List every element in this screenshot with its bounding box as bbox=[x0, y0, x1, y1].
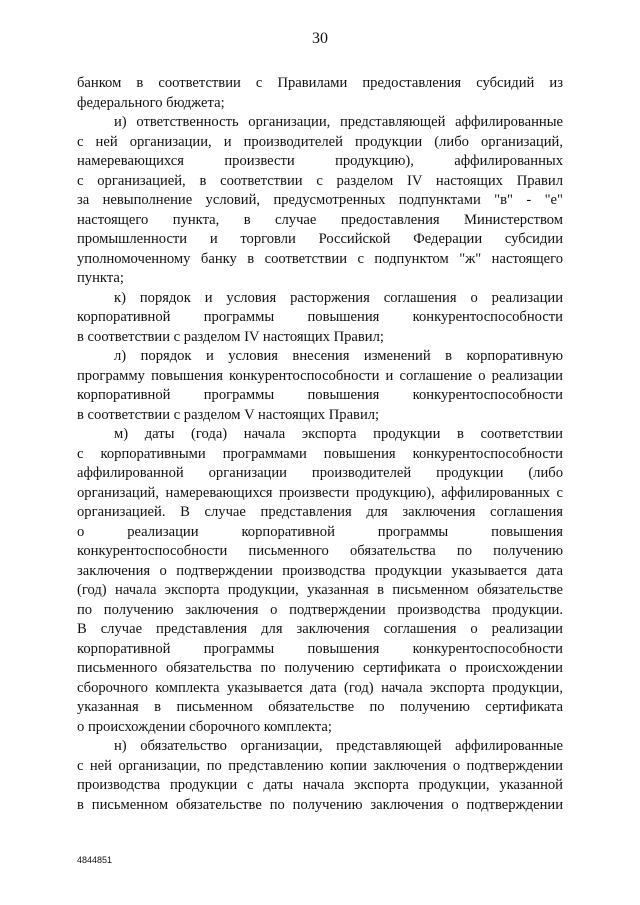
text-line: аффилированной организации производителей продукции (либо bbox=[77, 465, 563, 481]
text-line: организаций, намеревающихся произвести продукцию), аффилированных с bbox=[77, 484, 563, 501]
text-line: с корпоративными программами повышения конкурентоспособности bbox=[77, 445, 563, 462]
text-line: банком в соответствии с Правилами предоставления субсидий из bbox=[77, 75, 563, 91]
text-line: и) ответственность организации, представляющей аффилированные bbox=[114, 114, 563, 130]
text-line: в соответствии с разделом V настоящих Правил; bbox=[77, 406, 380, 423]
text-line: корпоративной программы повышения конкурентоспособности bbox=[77, 309, 563, 325]
text-line: производства продукции с даты начала экспорта продукции, указанной bbox=[77, 777, 563, 793]
text-line: за невыполнение условий, предусмотренных подпунктами "в" - "е" bbox=[77, 192, 563, 208]
text-line: настоящего пункта, в случае предоставления Министерством bbox=[77, 211, 563, 228]
document-code: 4844851 bbox=[77, 855, 113, 865]
text-line: по получению заключения о подтверждении производства продукции. bbox=[77, 601, 563, 618]
text-line: в соответствии с разделом IV настоящих Правил; bbox=[77, 328, 384, 345]
text-line: федерального бюджета; bbox=[77, 94, 225, 111]
text-line: с ней организации, и производителей продукции (либо организаций, bbox=[77, 133, 563, 150]
paragraph-item-m bbox=[77, 425, 563, 737]
text-line: м) даты (года) начала экспорта продукции в соответствии bbox=[114, 426, 563, 442]
text-line: в письменном обязательстве по получению заключения о подтверждении bbox=[77, 796, 563, 813]
paragraph-item-i bbox=[77, 113, 563, 289]
text-line: корпоративной программы повышения конкурентоспособности bbox=[77, 387, 563, 403]
text-line: к) порядок и условия расторжения соглашения о реализации bbox=[114, 289, 563, 306]
text-line: уполномоченному банку в соответствии с подпунктом "ж" настоящего bbox=[77, 250, 563, 267]
text-line: пункта; bbox=[77, 270, 124, 286]
text-line: о происхождении сборочного комплекта; bbox=[77, 718, 332, 735]
text-line: В случае представления для заключения соглашения о реализации bbox=[77, 621, 563, 637]
text-line: программу повышения конкурентоспособности и соглашение о реализации bbox=[77, 367, 563, 384]
text-line: промышленности и торговли Российской Федерации субсидии bbox=[77, 231, 563, 247]
text-line: л) порядок и условия внесения изменений в корпоративную bbox=[114, 348, 563, 364]
document-body bbox=[77, 74, 563, 815]
text-line: сборочного комплекта указывается дата (год) начала экспорта продукции, bbox=[77, 679, 563, 696]
text-line: (год) начала экспорта продукции, указанная в письменном обязательстве bbox=[77, 582, 563, 598]
paragraph-item-l bbox=[77, 347, 563, 425]
text-line: корпоративной программы повышения конкурентоспособности bbox=[77, 640, 563, 657]
text-line: н) обязательство организации, представляющей аффилированные bbox=[114, 738, 563, 754]
text-line: конкурентоспособности письменного обязательства по получению bbox=[77, 543, 563, 559]
text-line: заключения о подтверждении производства продукции указывается дата bbox=[77, 562, 563, 579]
paragraph-continuation bbox=[77, 74, 563, 113]
text-line: письменного обязательства по получению сертификата о происхождении bbox=[77, 660, 563, 676]
text-line: указанная в письменном обязательстве по получению сертификата bbox=[77, 699, 563, 715]
text-line: организацией. В случае представления для заключения соглашения bbox=[77, 504, 563, 520]
text-line: с ней организации, по представлению копии заключения о подтверждении bbox=[77, 757, 563, 774]
paragraph-item-k bbox=[77, 289, 563, 348]
text-line: о реализации корпоративной программы повышения bbox=[77, 523, 563, 540]
paragraph-item-n bbox=[77, 737, 563, 815]
text-line: намеревающихся произвести продукцию), аффилированных bbox=[77, 153, 563, 169]
page-number: 30 bbox=[312, 30, 328, 47]
text-line: с организацией, в соответствии с разделом IV настоящих Правил bbox=[77, 172, 563, 189]
